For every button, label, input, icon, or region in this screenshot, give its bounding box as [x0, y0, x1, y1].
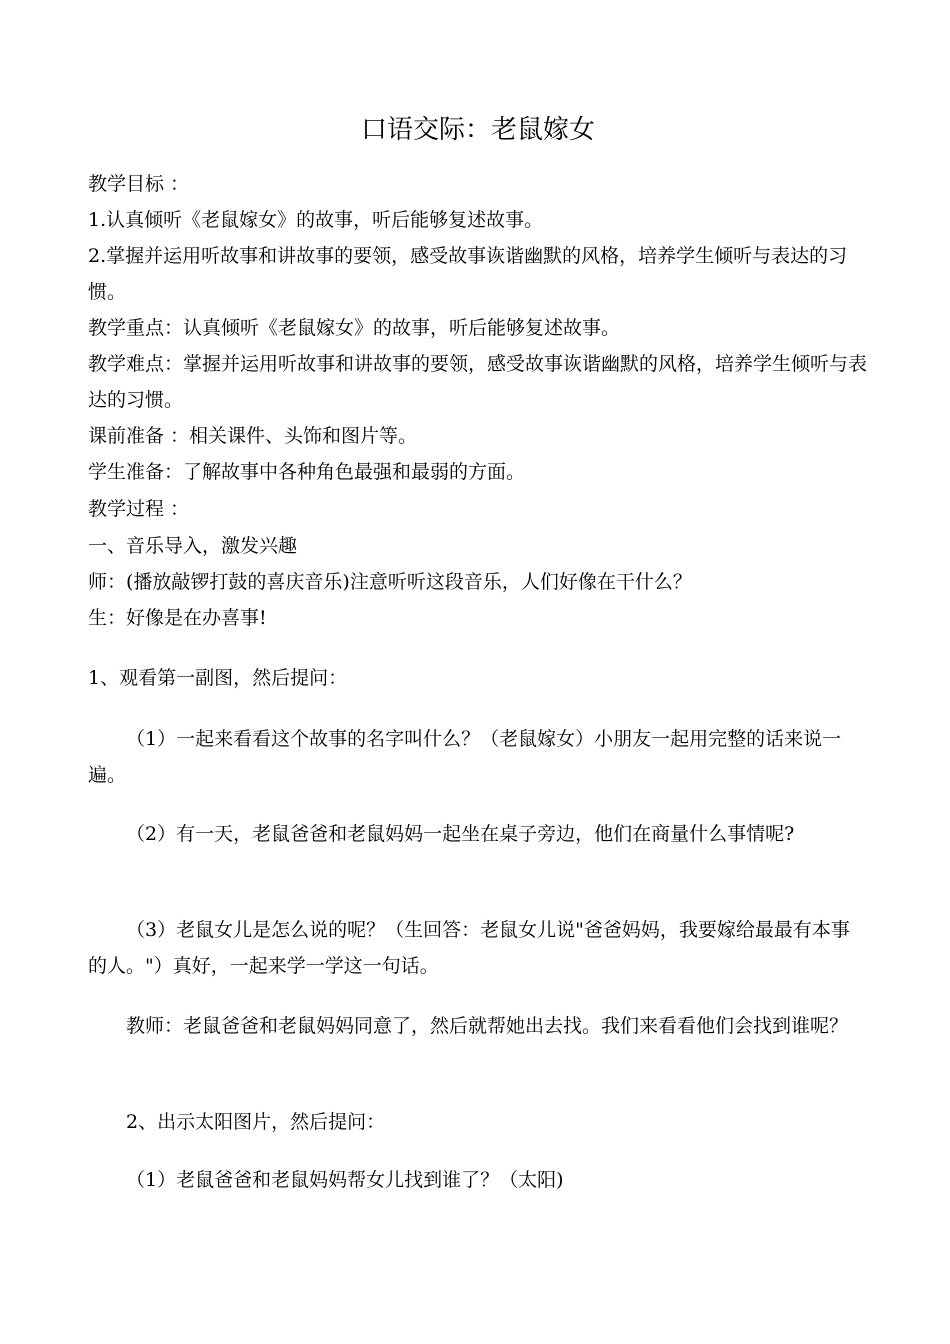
- paragraph-teacher-line: 师：(播放敲锣打鼓的喜庆音乐)注意听听这段音乐，人们好像在干什么？: [88, 571, 692, 593]
- document-title: 口语交际：老鼠嫁女: [360, 115, 595, 145]
- paragraph-step-2-question-1: （1）老鼠爸爸和老鼠妈妈帮女儿找到谁了？（太阳): [126, 1169, 564, 1191]
- paragraph-question-2: （2）有一天，老鼠爸爸和老鼠妈妈一起坐在桌子旁边，他们在商量什么事情呢?: [126, 823, 795, 845]
- paragraph-question-1: （1）一起来看看这个故事的名字叫什么？（老鼠嫁女）小朋友一起用完整的话来说一遍。: [88, 728, 842, 786]
- paragraph-teaching-goals-heading: 教学目标 ：: [88, 173, 190, 195]
- paragraph-process-heading: 教学过程 ：: [88, 498, 190, 520]
- paragraph-student-prep: 学生准备：了解故事中各种角色最强和最弱的方面。: [88, 461, 526, 483]
- paragraph-class-prep: 课前准备 ：相关课件、头饰和图片等。: [88, 425, 418, 447]
- paragraph-question-3: （3）老鼠女儿是怎么说的呢？（生回答：老鼠女儿说"爸爸妈妈，我要嫁给最最有本事的人。"）真好，一起来学一学这一句话。: [88, 919, 850, 977]
- document-page: [88, 0, 868, 1344]
- paragraph-teacher-transition: 教师：老鼠爸爸和老鼠妈妈同意了，然后就帮她出去找。我们来看看他们会找到谁呢？: [126, 1015, 849, 1037]
- paragraph-step-1: 1、观看第一副图，然后提问：: [88, 667, 348, 689]
- paragraph-goal-1: 1.认真倾听《老鼠嫁女》的故事，听后能够复述故事。: [88, 209, 544, 231]
- paragraph-key-point: 教学重点：认真倾听《老鼠嫁女》的故事，听后能够复述故事。: [88, 317, 621, 339]
- paragraph-student-line: 生：好像是在办喜事!: [88, 607, 267, 629]
- paragraph-goal-2: 2.掌握并运用听故事和讲故事的要领，感受故事诙谐幽默的风格，培养学生倾听与表达的习惯。: [88, 245, 848, 303]
- paragraph-section-1-heading: 一、音乐导入，激发兴趣: [88, 535, 298, 557]
- paragraph-step-2: 2、出示太阳图片，然后提问：: [126, 1111, 386, 1133]
- paragraph-difficulty: 教学难点：掌握并运用听故事和讲故事的要领，感受故事诙谐幽默的风格，培养学生倾听与表达的习惯。: [88, 353, 868, 411]
